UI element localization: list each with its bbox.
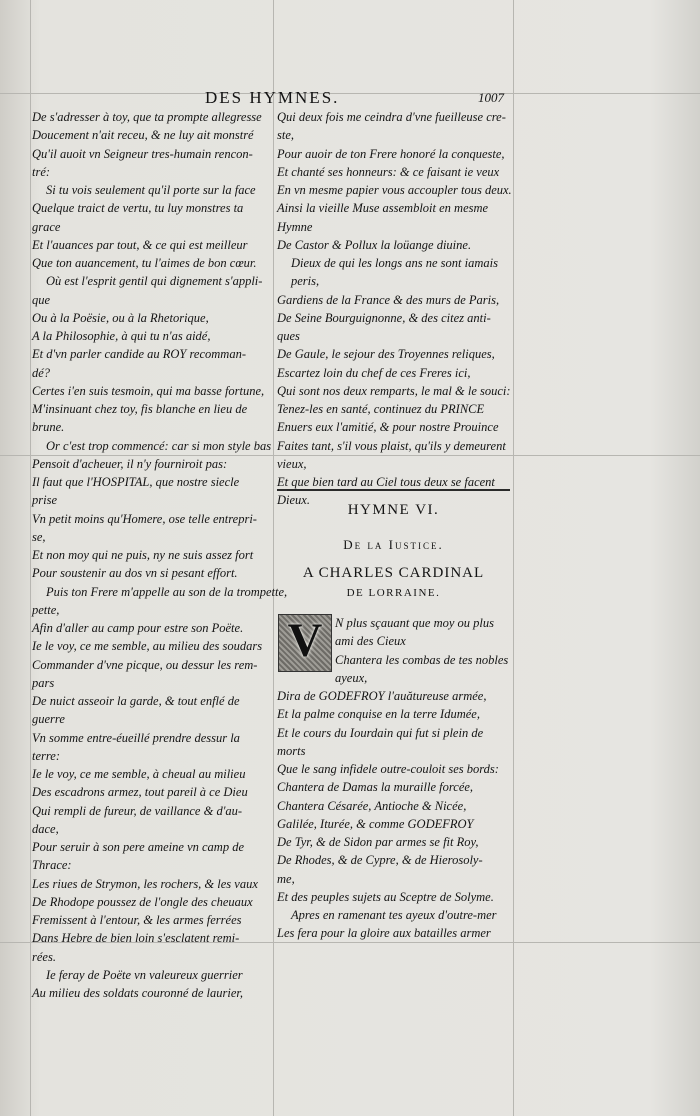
text-line: Ie le voy, ce me semble, à cheual au milieu <box>32 767 246 781</box>
text-line: Ie feray de Poëte vn valeureux guerrier <box>46 967 243 982</box>
text-line: Dieux de qui les longs ans ne sont iamais <box>291 256 498 270</box>
text-line: Vn somme entre-éueillé prendre dessur la <box>32 730 240 745</box>
text-line: De nuict asseoir la garde, & tout enflé de <box>32 694 240 708</box>
text-line: Pensoit d'acheuer, il n'y fourniroit pas: <box>32 456 228 471</box>
text-line: Des escadrons armez, tout pareil à ce Dieu <box>32 785 248 800</box>
text-line: Tenez-les en santé, continuez du PRINCE <box>277 402 485 416</box>
page-number: 1007 <box>478 90 504 105</box>
text-line: Commander d'vne picque, ou dessur les rem- <box>32 657 258 672</box>
dedication-line-2: DE LORRAINE. <box>346 587 441 599</box>
text-line: Ie le voy, ce me semble, au milieu des soudars <box>32 639 263 654</box>
text-line: terre: <box>32 748 60 763</box>
text-line: Or c'est trop commencé: car si mon style bas <box>46 438 272 453</box>
text-line: Puis ton Frere m'appelle au son de la trompette, <box>46 584 288 599</box>
text-line: De Tyr, & de Sidon par armes se fit Roy, <box>277 835 479 849</box>
text-line: Qui deux fois me ceindra d'vne fueilleuse cre- <box>277 110 506 124</box>
text-line: ste, <box>277 128 295 143</box>
initial-letter: V <box>287 614 323 667</box>
text-line: Qui sont nos deux remparts, le mal & le souci: <box>277 383 511 398</box>
hymn-subject: De la Iustice. <box>343 537 444 552</box>
text-line: Et le cours du Iourdain qui fut si plein de <box>277 725 484 740</box>
text-line: Faites tant, s'il vous plaist, qu'ils y demeurent <box>277 438 506 453</box>
text-line: Dira de GODEFROY l'auătureuse armée, <box>277 689 487 703</box>
text-line: Et d'vn parler candide au ROY recomman- <box>32 347 246 362</box>
text-line: ques <box>277 329 300 343</box>
text-line: Pour soustenir au dos vn si pesant effort. <box>32 566 238 581</box>
text-line: Chantera les combas de tes nobles <box>335 652 509 667</box>
text-line: dé? <box>32 365 51 380</box>
text-line: Qui rempli de fureur, de vaillance & d'au- <box>32 803 243 818</box>
text-line: Et des peuples sujets au Sceptre de Solyme. <box>277 889 494 904</box>
text-line: Et chanté ses honneurs: & ce faisant ie veux <box>277 164 500 179</box>
text-line: ami des Cieux <box>335 634 406 649</box>
grid-line <box>273 0 274 1116</box>
text-line: Escartez loin du chef de ces Freres ici, <box>277 365 471 380</box>
text-line: Ou à la Poësie, ou à la Rhetorique, <box>32 310 209 325</box>
text-line: De Gaule, le sejour des Troyennes reliques, <box>277 347 495 362</box>
left-column-text <box>32 108 288 1002</box>
text-line: Certes i'en suis tesmoin, qui ma basse fortune, <box>32 383 265 398</box>
text-line: Fremissent à l'entour, & les armes ferrées <box>32 913 242 927</box>
text-line: guerre <box>32 712 65 727</box>
text-line: Si tu vois seulement qu'il porte sur la face <box>46 183 256 197</box>
text-line: me, <box>277 871 295 886</box>
text-line: Et non moy qui ne puis, ny ne suis assez fort <box>32 548 254 562</box>
text-line: Les riues de Strymon, les rochers, & les vaux <box>32 876 258 891</box>
text-line: Chantera de Damas la muraille forcée, <box>277 780 474 795</box>
text-line: Quelque traict de vertu, tu luy monstres ta <box>32 201 244 216</box>
grid-line <box>513 0 514 1116</box>
text-line: vieux, <box>277 456 307 471</box>
text-line: rées. <box>32 949 56 964</box>
text-line: Hymne <box>277 219 313 234</box>
text-line: Où est l'esprit gentil qui dignement s'appli- <box>46 274 263 289</box>
text-line: ayeux, <box>335 670 368 685</box>
text-line: Afin d'aller au camp pour estre son Poëte. <box>32 621 244 635</box>
text-line: En vn mesme papier vous accoupler tous deux. <box>277 183 512 197</box>
text-line: Dans Hebre de bien loin s'esclatent remi- <box>32 931 240 946</box>
text-line: grace <box>32 219 61 234</box>
text-line: Que le sang infidele outre-couloit ses bords: <box>277 762 499 776</box>
text-line: Gardiens de la France & des murs de Paris, <box>277 292 500 307</box>
text-line: Vn petit moins qu'Homere, ose telle entrepri- <box>32 511 257 526</box>
text-line: Et l'auances par tout, & ce qui est meilleur <box>32 237 248 252</box>
text-line: De Castor & Pollux la loüange diuine. <box>277 237 472 252</box>
text-line: Et que bien tard au Ciel tous deux se facent <box>277 475 495 489</box>
text-line: De Seine Bourguignonne, & des citez anti- <box>277 310 491 325</box>
text-line: dace, <box>32 821 59 836</box>
text-line: Il faut que l'HOSPITAL, que nostre siecle <box>32 475 240 489</box>
running-title: DES HYMNES. <box>205 88 340 107</box>
text-line: Les fera pour la gloire aux batailles armer <box>277 926 491 941</box>
text-line: Galilée, Iturée, & comme GODEFROY <box>277 816 474 831</box>
section-rule <box>277 489 510 491</box>
text-line: Ainsi la vieille Muse assembloit en mesme <box>277 201 489 216</box>
grid-line <box>0 93 700 94</box>
text-line: A la Philosophie, à qui tu n'as aidé, <box>32 329 211 343</box>
text-line: se, <box>32 529 46 544</box>
text-line: Chantera Césarée, Antioche & Nicée, <box>277 798 467 813</box>
text-line: Que ton auancement, tu l'aimes de bon cœur. <box>32 256 257 270</box>
dedication-line-1: A CHARLES CARDINAL <box>302 565 485 581</box>
text-line: Qu'il auoit vn Seigneur tres-humain rencon- <box>32 146 253 161</box>
hymn-text <box>277 614 512 943</box>
grid-line <box>30 0 31 1116</box>
text-line: pette, <box>32 602 60 617</box>
text-line: N plus sçauant que moy ou plus <box>335 616 495 630</box>
text-line: peris, <box>291 274 320 289</box>
text-line: tré: <box>32 164 51 179</box>
text-line: brune. <box>32 420 65 435</box>
text-line: Pour seruir à son pere ameine vn camp de <box>32 840 244 854</box>
text-line: Doucement n'ait receu, & ne luy ait monstré <box>32 128 254 143</box>
text-line: Enuers eux l'amitié, & pour nostre Prouince <box>277 420 499 435</box>
text-line: De Rhodope poussez de l'ongle des cheuaux <box>32 894 253 909</box>
text-line: morts <box>277 743 306 758</box>
text-line: prise <box>32 493 57 508</box>
text-line: M'insinuant chez toy, fis blanche en lieu de <box>32 402 248 416</box>
text-line: De Rhodes, & de Cypre, & de Hierosoly- <box>277 853 483 868</box>
right-column-text <box>277 108 512 510</box>
text-line: que <box>32 292 51 307</box>
text-line: Dieux. <box>277 493 310 508</box>
text-line: Au milieu des soldats couronné de laurier, <box>32 986 243 1000</box>
text-line: Apres en ramenant tes ayeux d'outre-mer <box>291 908 497 922</box>
text-line: De s'adresser à toy, que ta prompte allegresse <box>32 110 262 124</box>
text-line: pars <box>32 675 55 690</box>
text-line: Et la palme conquise en la terre Idumée, <box>277 707 480 722</box>
hymn-title: HYMNE VI. <box>347 502 440 518</box>
text-line: Thrace: <box>32 858 72 873</box>
text-line: Pour auoir de ton Frere honoré la conqueste, <box>277 146 505 161</box>
